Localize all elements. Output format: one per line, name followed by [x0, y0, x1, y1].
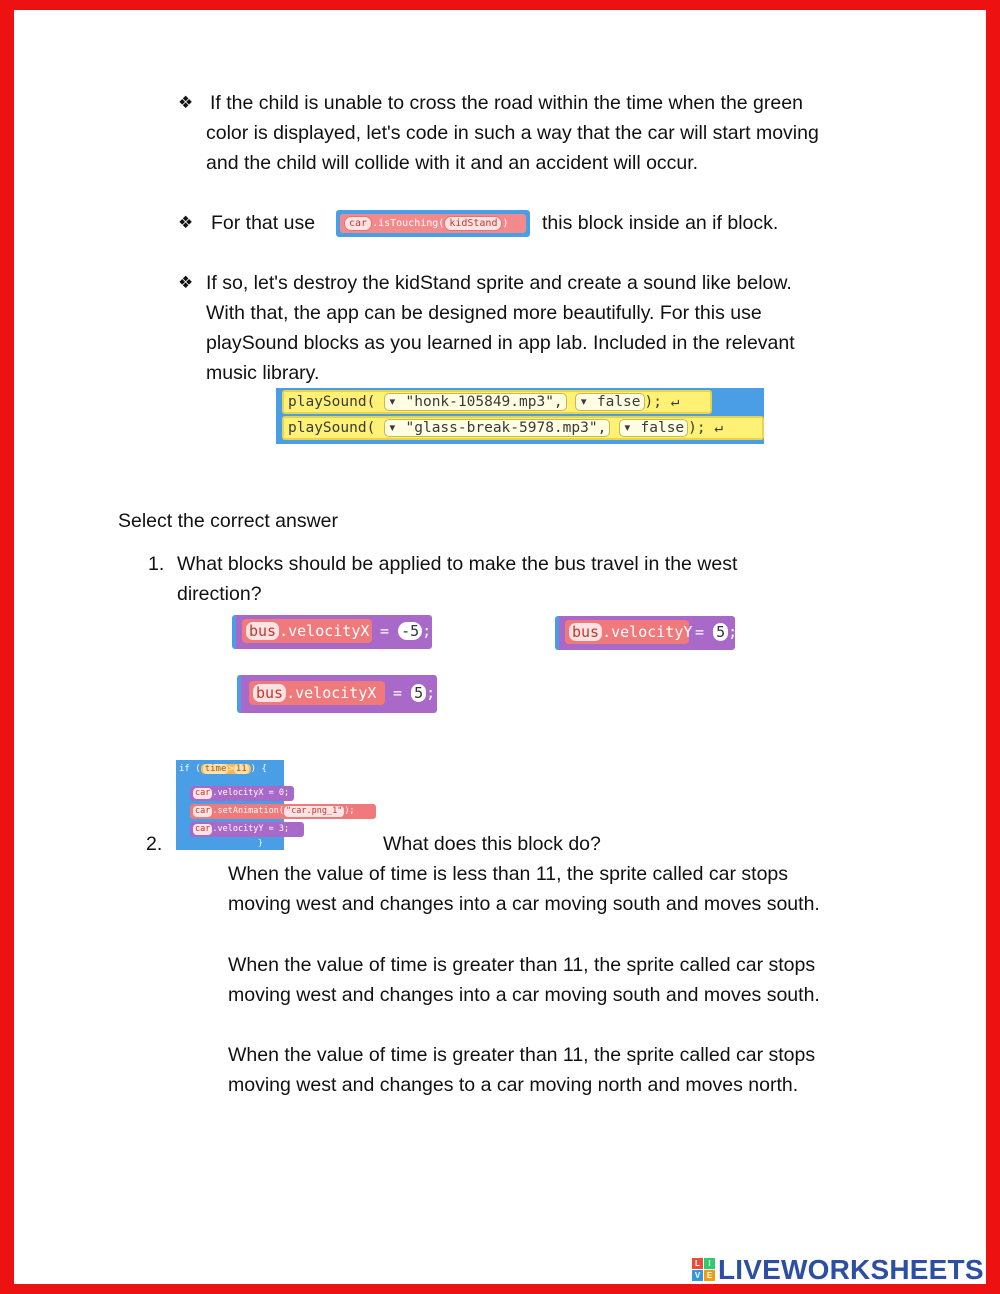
- bullet-3-line-3: playSound blocks as you learned in app lab. Included in the relevant: [206, 332, 795, 354]
- vel-object: bus: [246, 622, 279, 640]
- if-head-end: ) {: [250, 764, 267, 774]
- vel-value: 5: [411, 684, 426, 702]
- if-row-set-animation: [190, 804, 376, 819]
- if-row-object: car: [195, 824, 211, 834]
- q2-option-3-line-2[interactable]: moving west and changes to a car moving north and moves north.: [228, 1074, 799, 1096]
- if-cond-operator: >: [228, 764, 234, 774]
- sound-file-name: "honk-105849.mp3",: [405, 394, 563, 410]
- vel-operator: =: [380, 622, 390, 640]
- if-cond-value: 11: [235, 764, 247, 774]
- if-row-property: .velocityY: [212, 824, 264, 834]
- q2-option-2-line-2[interactable]: moving west and changes into a car moving south and moves south.: [228, 984, 820, 1006]
- is-touching-arg: kidStand: [444, 216, 502, 231]
- bullet-2-text-after: this block inside an if block.: [542, 212, 779, 234]
- question-1-line-2: direction?: [177, 583, 262, 605]
- play-sound-row-2: [282, 416, 764, 440]
- if-row-arg: "car.png_1": [286, 806, 343, 816]
- bullet-3-line-4: music library.: [206, 362, 320, 384]
- bullet-2-text-before: For that use: [211, 212, 316, 234]
- is-touching-close: ): [502, 218, 509, 229]
- play-sound-row-1: [282, 390, 712, 414]
- if-row-velocity-y: [190, 822, 304, 837]
- bullet-1-line-3: and the child will collide with it and an accident will occur.: [206, 152, 699, 174]
- play-sound-fn: playSound(: [288, 420, 376, 436]
- if-keyword: if (: [179, 764, 201, 774]
- play-sound-code-block: [276, 388, 764, 444]
- is-touching-object: car: [344, 216, 372, 231]
- if-row-property: .setAnimation(: [212, 806, 285, 816]
- vel-operator: =: [695, 623, 705, 641]
- bullet-1-line-1: If the child is unable to cross the road within the time when the green: [210, 92, 803, 114]
- is-touching-block: [336, 210, 530, 237]
- bullet-diamond-icon: ❖: [178, 273, 194, 292]
- bullet-3-line-2: With that, the app can be designed more beautifully. For this use: [206, 302, 762, 324]
- if-close-brace: }: [258, 838, 263, 847]
- vel-operator: =: [393, 684, 403, 702]
- q2-option-1-line-2[interactable]: moving west and changes into a car moving south and moves south.: [228, 893, 820, 915]
- sound-file-dropdown: ▾ "honk-105849.mp3",: [384, 393, 567, 411]
- loop-flag-value: false: [640, 420, 685, 436]
- if-cond-variable: time: [204, 764, 227, 774]
- vel-value: 5: [713, 623, 728, 641]
- answer-option-velocity-x-5[interactable]: [237, 675, 437, 713]
- question-1-number: 1.: [148, 553, 165, 575]
- sound-file-dropdown: ▾ "glass-break-5978.mp3",: [384, 419, 610, 437]
- vel-object: bus: [569, 623, 602, 641]
- vel-property: .velocityX: [286, 684, 377, 702]
- logo-mark-letter: L: [692, 1258, 703, 1269]
- if-row-velocity-x: [190, 786, 294, 801]
- loop-flag-dropdown: ▾ false: [619, 419, 688, 437]
- if-row-rest: = 3;: [268, 824, 290, 834]
- vel-end: ;: [426, 684, 436, 702]
- bullet-3-line-1: If so, let's destroy the kidStand sprite and create a sound like below.: [206, 272, 792, 294]
- logo-wordmark: LIVEWORKSHEETS: [718, 1254, 984, 1285]
- vel-end: ;: [728, 623, 738, 641]
- bullet-diamond-icon: ❖: [178, 93, 194, 112]
- if-row-rest: = 0;: [268, 788, 290, 798]
- q2-option-3-line-1[interactable]: When the value of time is greater than 11, the sprite called car stops: [228, 1044, 816, 1066]
- loop-flag-value: false: [596, 394, 641, 410]
- logo-mark-letter: V: [692, 1270, 703, 1281]
- return-arrow-icon: ↵: [714, 420, 724, 436]
- vel-property: .velocityX: [279, 622, 370, 640]
- play-sound-end: );: [688, 420, 706, 436]
- vel-value: -5: [398, 622, 422, 640]
- logo-mark-letter: I: [704, 1258, 715, 1269]
- logo-mark-letter: E: [704, 1270, 715, 1281]
- vel-end: ;: [422, 622, 432, 640]
- question-2-number: 2.: [146, 833, 163, 855]
- play-sound-end: );: [644, 394, 662, 410]
- sound-file-name: "glass-break-5978.mp3",: [405, 420, 607, 436]
- vel-object: bus: [253, 684, 286, 702]
- play-sound-fn: playSound(: [288, 394, 376, 410]
- answer-option-velocity-x-neg5[interactable]: [232, 615, 432, 649]
- if-row-object: car: [195, 806, 211, 816]
- logo-mark-icon: [692, 1258, 716, 1282]
- answer-option-velocity-y-5[interactable]: [555, 616, 738, 650]
- is-touching-method: .isTouching(: [372, 218, 445, 229]
- question-1-line-1: What blocks should be applied to make the bus travel in the west: [177, 553, 738, 575]
- q2-option-2-line-1[interactable]: When the value of time is greater than 11, the sprite called car stops: [228, 954, 816, 976]
- if-row-object: car: [195, 788, 211, 798]
- loop-flag-dropdown: ▾ false: [575, 393, 644, 411]
- section-heading: Select the correct answer: [118, 510, 339, 532]
- bullet-diamond-icon: ❖: [178, 213, 194, 232]
- vel-property: .velocityY: [602, 623, 693, 641]
- if-row-rest: );: [344, 806, 355, 816]
- if-row-property: .velocityX: [212, 788, 264, 798]
- question-2-text: What does this block do?: [383, 833, 601, 855]
- return-arrow-icon: ↵: [670, 394, 680, 410]
- q2-option-1-line-1[interactable]: When the value of time is less than 11, the sprite called car stops: [228, 863, 789, 885]
- bullet-1-line-2: color is displayed, let's code in such a way that the car will start moving: [206, 122, 819, 144]
